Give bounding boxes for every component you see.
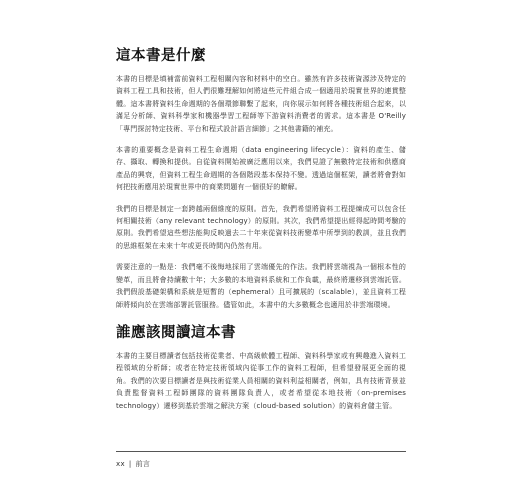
- section-heading-what-is-this-book: 這本書是什麼: [116, 48, 206, 64]
- page-body: [116, 44, 406, 421]
- footer-section-title: 前言: [135, 460, 151, 468]
- footer-separator: |: [128, 460, 132, 468]
- page-footer: [116, 451, 406, 469]
- section-heading-who-should-read: 誰應該閱讀這本書: [116, 324, 236, 341]
- paragraph-1: 本書的目標是填補當前資料工程相關內容和材料中的空白。雖然有許多技術資源涉及特定的資料工程工具和技術，但人們很難理解如何將這些元件組合成一個適用於現實世界的連貫整體。這本書將資料生命週期的各個環節聯繫了起來，向你展示如何將各種技術組合起來，以滿足分析師、資料科學家和機器學習工程師等下游資料消費者的需求。這本書是 O'Reilly「專門探討特定技術、平台和程式設計語言細節」之其他書籍的補充。: [116, 75, 406, 133]
- paragraph-4: 需要注意的一點是：我們毫不後悔地採用了雲端優先的作法。我們將雲端視為一個根本性的變革，而且將會持續數十年；大多數的本地資料系統和工作負載，最終將遷移到雲端託管。我們假設基礎架構和系統是短暫的（ephemeral）且可擴展的（scalable），並且資料工程師將傾向於在雲端部署託管服務。儘管如此，本書中的大多數概念也適用於非雲端環境。: [116, 263, 406, 309]
- paragraph-3: 我們的目標是制定一套跨越兩個維度的原則。首先，我們希望將資料工程提煉成可以包含任何相關技術（any relevant technology）的原則。其次，我們希望提出經得起時間考驗的原則。我們希望這些想法能夠反映過去二十年來從資料技術變革中所學到的教訓，並且我們的思維框架在未來十年或更長時間內仍然有用。: [116, 204, 406, 250]
- paragraph-2: 本書的重要概念是資料工程生命週期（data engineering lifecycle）：資料的產生、儲存、攝取、轉換和提供。自從資料開始被廣泛應用以來，我們見證了無數特定技術和供應商產品的興衰，但資料工程生命週期的各個階段基本保持不變。透過這個框架，讀者將會對如何把技術應用於現實世界中的商業問題有一個很好的瞭解。: [116, 146, 406, 192]
- page-number: xx: [116, 460, 125, 468]
- paragraph-5: 本書的主要目標讀者包括技術從業者、中高級軟體工程師、資料科學家或有興趣進入資料工程領域的分析師；或者在特定技術領域內從事工作的資料工程師，但希望發展更全面的視角。我們的次要目標讀者是與技術從業人員相關的資料利益相關者，例如，具有技術背景並負責監督資料工程師團隊的資料團隊負責人，或者希望從本地技術（on-premises technology）遷移到基於雲端之解決方案（cloud-based solution）的資料倉儲主管。: [116, 351, 406, 410]
